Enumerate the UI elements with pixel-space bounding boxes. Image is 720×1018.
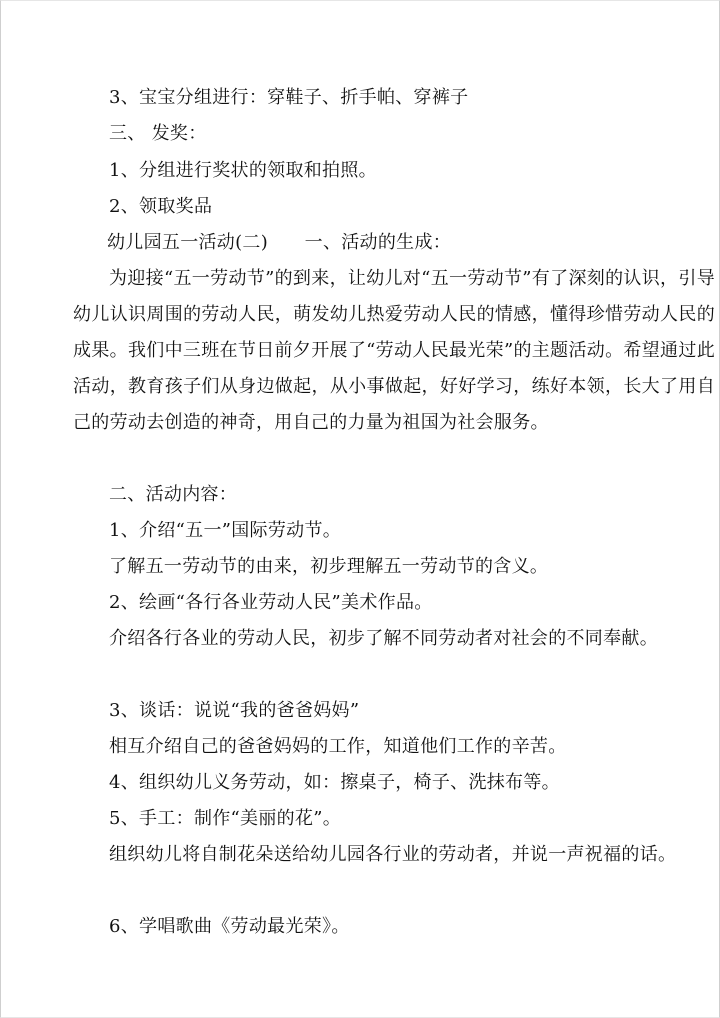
section-heading-awards: 三、 发奖： bbox=[109, 123, 207, 144]
paragraph-introduce-workers: 介绍各行各业的劳动人民，初步了解不同劳动者对社会的不同奉献。 bbox=[109, 628, 658, 649]
paragraph-parents-work: 相互介绍自己的爸爸妈妈的工作，知道他们工作的辛苦。 bbox=[109, 736, 567, 757]
paragraph-step-3-groups: 3、宝宝分组进行：穿鞋子、折手帕、穿裤子 bbox=[109, 87, 469, 108]
item-4-volunteer-labor: 4、组织幼儿义务劳动，如：擦桌子，椅子、洗抹布等。 bbox=[109, 772, 560, 793]
item-3-talk: 3、谈话：说说“我的爸爸妈妈” bbox=[109, 700, 360, 721]
section-heading-activity-content: 二、活动内容： bbox=[109, 484, 238, 505]
paragraph-flower-gift: 组织幼儿将自制花朵送给幼儿园各行业的劳动者，并说一声祝福的话。 bbox=[109, 844, 677, 865]
paragraph-understand-may-day: 了解五一劳动节的由来，初步理解五一劳动节的含义。 bbox=[109, 556, 549, 577]
item-5-handicraft: 5、手工：制作“美丽的花”。 bbox=[109, 808, 342, 829]
paragraph-award-certificates: 1、分组进行奖状的领取和拍照。 bbox=[109, 160, 377, 181]
paragraph-receive-prizes: 2、领取奖品 bbox=[109, 196, 213, 217]
item-6-sing-song: 6、学唱歌曲《劳动最光荣》。 bbox=[109, 916, 350, 937]
paragraph-activity-origin: 为迎接“五一劳动节”的到来，让幼儿对“五一劳动节”有了深刻的认识，引导幼儿认识周围的劳动人民，萌发幼儿热爱劳动人民的情感，懂得珍惜劳动人民的成果。我们中三班在节日前夕开展了“劳动人民最光荣”的主题活动。希望通过此活动，教育孩子们从身边做起，从小事做起，好好学习，练好本领，长大了用自己的劳动去创造的神奇，用自己的力量为祖国为社会服务。 bbox=[73, 268, 715, 433]
item-2-drawing: 2、绘画“各行各业劳动人民”美术作品。 bbox=[109, 592, 433, 613]
section-title-activity-2: 幼儿园五一活动(二) 一、活动的生成： bbox=[107, 232, 452, 253]
item-1-introduce-may-day: 1、介绍“五一”国际劳动节。 bbox=[109, 520, 342, 541]
